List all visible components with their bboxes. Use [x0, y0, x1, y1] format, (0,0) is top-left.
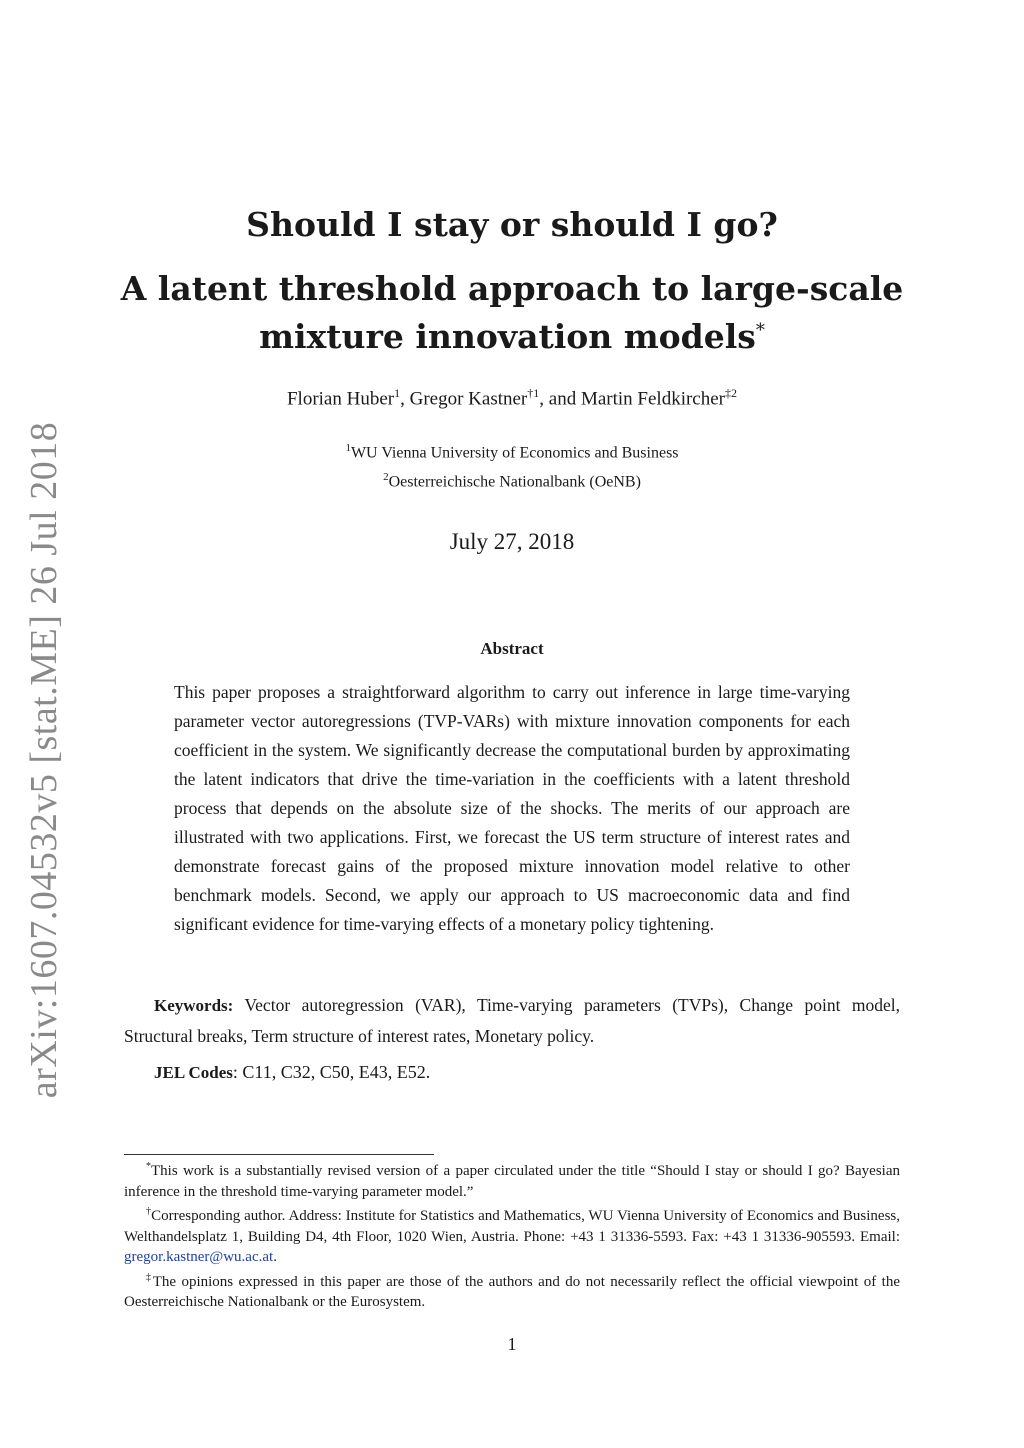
abstract-text: This paper proposes a straightforward algorithm to carry out inference in large time-varying parameter vector autoregressions (TVP-VARs) with mixture innovation components for each coefficient in the system. We significantly decrease the computational burden by approximating the latent indicators that drive the time-variation in the coefficients with a latent threshold process that depends on the absolute size of the shocks. The merits of our approach are illustrated with two applications. First, we forecast the US term structure of interest rates and demonstrate forecast gains of the proposed mixture innovation model relative to other benchmark models. Second, we apply our approach to US macroeconomic data and find significant evidence for time-varying effects of a monetary policy tightening.	[174, 682, 850, 934]
arxiv-identifier-stamp: arXiv:1607.04532v5 [stat.ME] 26 Jul 2018	[23, 421, 65, 1099]
footnote-mark: ‡	[146, 1271, 153, 1283]
author-list	[120, 386, 904, 410]
jel-codes-text: C11, C32, C50, E43, E52.	[242, 1062, 431, 1082]
abstract-heading: Abstract	[480, 639, 544, 658]
affiliation-mark: 1	[345, 442, 351, 454]
affiliation-item	[120, 436, 904, 465]
author-separator: ,	[400, 388, 410, 410]
author-affiliation-mark: 1	[394, 386, 401, 400]
footnote-divider	[124, 1154, 434, 1155]
paper-title-line-3-text: mixture innovation models	[259, 317, 756, 356]
title-block	[120, 200, 904, 358]
footnote-text-end: .	[273, 1249, 277, 1265]
footnote-item	[124, 1202, 900, 1268]
affiliation-text: WU Vienna University of Economics and Business	[350, 444, 679, 462]
footnote-text: The opinions expressed in this paper are those of the authors and do not necessarily reflect the official viewpoint of the Oesterreichische Nationalbank or the Eurosystem.	[124, 1273, 901, 1310]
author-name: Florian Huber	[286, 388, 395, 410]
keywords-label: Keywords:	[154, 996, 234, 1015]
footnote-item	[124, 1157, 900, 1202]
footnote-text: Corresponding author. Address: Institute for Statistics and Mathematics, WU Vienna University of Economics and Business, Welthandelsplatz 1, Building D4, 4th Floor, 1020 Wien, Austria. Phone: +43 1 31336-5593. Fax: +43 1 31336-905593. Email:	[124, 1208, 901, 1245]
paper-title-line-1: Should I stay or should I go?	[246, 205, 778, 244]
footnotes	[124, 1157, 900, 1313]
jel-label: JEL Codes	[154, 1063, 233, 1082]
affiliation-item	[120, 465, 904, 494]
jel-codes-section	[154, 1062, 894, 1083]
publication-date: July 27, 2018	[449, 529, 575, 554]
keywords-section	[124, 990, 900, 1052]
title-footnote-mark: *	[755, 320, 765, 341]
affiliation-list	[120, 436, 904, 495]
paper-title-line-2	[120, 268, 904, 358]
email-link[interactable]: gregor.kastner@wu.ac.at	[124, 1249, 274, 1265]
affiliation-mark: 2	[383, 471, 389, 484]
page-number: 1	[507, 1334, 517, 1354]
footnote-text: This work is a substantially revised version of a paper circulated under the title “Should I stay or should I go? Bayesian inference in the threshold time-varying parameter model.”	[124, 1163, 900, 1200]
author-name: Martin Feldkircher	[580, 388, 725, 410]
footnote-mark: †	[146, 1206, 152, 1217]
footnote-item	[124, 1268, 900, 1313]
paper-title-line-2-text: A latent threshold approach to large-scale	[120, 269, 904, 308]
jel-colon: :	[232, 1062, 238, 1082]
author-name: Gregor Kastner	[409, 388, 528, 410]
author-separator: , and	[539, 388, 581, 410]
author-affiliation-mark: ‡2	[725, 386, 737, 400]
affiliation-text: Oesterreichische Nationalbank (OeNB)	[388, 473, 641, 491]
author-affiliation-mark: †1	[527, 386, 540, 400]
footnote-mark: *	[146, 1161, 151, 1172]
keywords-text: Vector autoregression (VAR), Time-varying parameters (TVPs), Change point model, Structural breaks, Term structure of interest rates, Monetary policy.	[124, 995, 900, 1046]
